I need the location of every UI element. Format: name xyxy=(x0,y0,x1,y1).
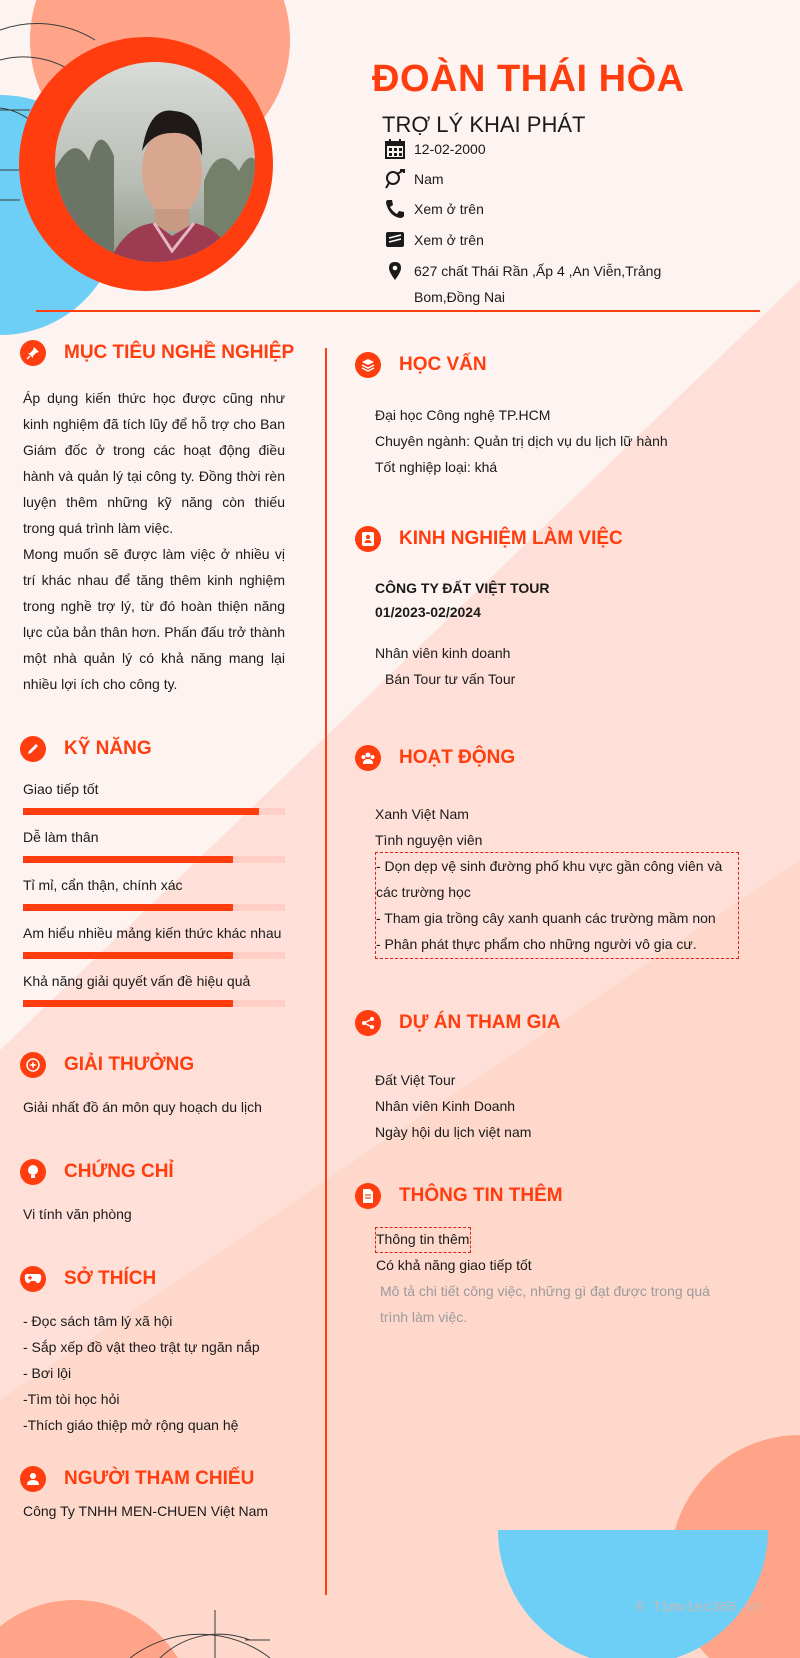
column-divider xyxy=(325,348,327,1595)
more-info-heading xyxy=(355,1183,563,1209)
skill-bar xyxy=(23,808,285,815)
awards-title: GIẢI THƯỞNG xyxy=(64,1054,195,1075)
education-school: Đại học Công nghệ TP.HCM xyxy=(375,407,551,423)
skill-bar xyxy=(23,1000,285,1007)
hobby-item: - Sắp xếp đồ vật theo trật tự ngăn nắp xyxy=(23,1339,260,1355)
birthday-text: 12-02-2000 xyxy=(414,141,486,157)
activities-title: HOẠT ĐỘNG xyxy=(399,747,516,768)
projects-title: DỰ ÁN THAM GIA xyxy=(399,1012,561,1033)
candidate-name: ĐOÀN THÁI HÒA xyxy=(372,58,685,100)
activities-header xyxy=(375,801,482,853)
share-icon xyxy=(355,1010,381,1036)
awards-text: Giải nhất đồ án môn quy hoạch du lịch xyxy=(23,1099,262,1115)
phone-icon xyxy=(382,199,408,219)
references-title: NGƯỜI THAM CHIẾU xyxy=(64,1468,255,1489)
avatar xyxy=(54,61,256,263)
experience-title: KINH NGHIỆM LÀM VIỆC xyxy=(399,528,623,549)
activity-item: - Phân phát thực phẩm cho những người vô gia cư. xyxy=(376,936,697,952)
more-info-details xyxy=(376,1226,738,1330)
education-heading xyxy=(355,352,487,378)
document-icon xyxy=(355,1183,381,1209)
address-row xyxy=(382,261,674,310)
objective-paragraph: Mong muốn sẽ được làm việc ở nhiều vị trí khác nhau để tăng thêm kinh nghiệm trong nghề trợ lý, từ đó hoàn thiện năng lực của bản thân hơn. Phấn đấu trở thành một nhà quản lý có khả năng mang lại nhiều lợi ích cho công ty. xyxy=(23,546,285,692)
activities-heading xyxy=(355,745,515,771)
lightbulb-icon xyxy=(20,1159,46,1185)
gender-text: Nam xyxy=(414,171,444,187)
experience-company: CÔNG TY ĐẤT VIỆT TOUR xyxy=(375,580,550,596)
activity-item: - Tham gia trồng cây xanh quanh các trường mầm non xyxy=(376,910,716,926)
project-event: Ngày hội du lịch việt nam xyxy=(375,1124,532,1140)
gender-row xyxy=(382,169,674,192)
group-icon xyxy=(355,745,381,771)
phone-row xyxy=(382,199,674,222)
hobbies-list xyxy=(23,1308,260,1438)
activity-list[interactable] xyxy=(376,853,738,957)
skills-title: KỸ NĂNG xyxy=(64,738,152,759)
more-info-title: THÔNG TIN THÊM xyxy=(399,1185,563,1206)
experience-heading xyxy=(355,526,623,552)
email-icon xyxy=(382,230,408,250)
skill-bar-fill xyxy=(23,808,259,815)
gender-icon xyxy=(382,169,408,189)
pencil-icon xyxy=(20,736,46,762)
education-major: Chuyên ngành: Quản trị dịch vụ du lịch lữ hành xyxy=(375,433,668,449)
hobby-item: -Thích giáo thiệp mở rộng quan hệ xyxy=(23,1417,239,1433)
projects-heading xyxy=(355,1010,560,1036)
skill-name: Giao tiếp tốt xyxy=(23,781,99,797)
certificates-title: CHỨNG CHỈ xyxy=(64,1161,174,1182)
gamepad-icon xyxy=(20,1266,46,1292)
more-info-placeholder[interactable]: Mô tả chi tiết công việc, những gì đạt được trong quá trình làm việc. xyxy=(380,1283,710,1325)
certificates-text: Vi tính văn phòng xyxy=(23,1206,132,1222)
watermark: © Timviec365.vn xyxy=(636,1600,763,1616)
references-heading xyxy=(20,1466,254,1492)
awards-heading xyxy=(20,1052,194,1078)
more-info-text: Có khả năng giao tiếp tốt xyxy=(376,1257,532,1273)
hobby-item: -Tìm tòi học hỏi xyxy=(23,1391,120,1407)
email-text: Xem ở trên xyxy=(414,232,484,248)
experience-details xyxy=(375,640,515,692)
phone-text: Xem ở trên xyxy=(414,201,484,217)
project-role: Nhân viên Kinh Doanh xyxy=(375,1098,516,1114)
skill-bar-fill xyxy=(23,1000,233,1007)
skill-name: Khả năng giải quyết vấn đề hiệu quả xyxy=(23,973,251,989)
project-name: Đất Việt Tour xyxy=(375,1072,456,1088)
objective-title: MỤC TIÊU NGHỀ NGHIỆP xyxy=(64,342,295,363)
id-badge-icon xyxy=(355,526,381,552)
hobbies-title: SỞ THÍCH xyxy=(64,1268,157,1289)
job-title: TRỢ LÝ KHAI PHÁT xyxy=(382,112,586,137)
experience-period: 01/2023-02/2024 xyxy=(375,604,481,620)
education-grade: Tốt nghiệp loại: khá xyxy=(375,459,498,475)
skill-bar-fill xyxy=(23,904,233,911)
experience-header xyxy=(375,576,550,624)
address-text: 627 chất Thái Rần ,Ấp 4 ,An Viễn,Trảng Bom,Đồng Nai xyxy=(414,263,662,305)
skill-name: Am hiểu nhiều mảng kiến thức khác nhau xyxy=(23,925,282,941)
skills-heading xyxy=(20,736,152,762)
experience-description: Bán Tour tư vấn Tour xyxy=(385,671,516,687)
header-divider xyxy=(36,310,760,312)
skill-name: Tỉ mỉ, cẩn thận, chính xác xyxy=(23,877,183,893)
activity-item: - Dọn dẹp vệ sinh đường phố khu vực gần công viên và các trường học xyxy=(376,858,723,900)
certificates-heading xyxy=(20,1159,174,1185)
objective-text xyxy=(23,385,285,697)
projects-details xyxy=(375,1067,531,1145)
skill-bar xyxy=(23,904,285,911)
person-icon xyxy=(20,1466,46,1492)
skill-bar-fill xyxy=(23,952,233,959)
hobby-item: - Bơi lội xyxy=(23,1365,72,1381)
activity-org: Xanh Việt Nam xyxy=(375,806,469,822)
objective-paragraph: Áp dụng kiến thức học được cũng như kinh nghiệm đã tích lũy để hỗ trợ cho Ban Giám đốc ở trong các hoạt động điều hành và quản lý tại công ty. Đồng thời rèn luyện thêm những kỹ năng còn thiếu trong quá trình làm việc. xyxy=(23,390,285,536)
email-row xyxy=(382,230,674,253)
experience-position: Nhân viên kinh doanh xyxy=(375,645,511,661)
activity-role: Tình nguyện viên xyxy=(375,832,483,848)
hobby-item: - Đọc sách tâm lý xã hội xyxy=(23,1313,173,1329)
education-title: HỌC VẤN xyxy=(399,354,487,375)
hobbies-heading xyxy=(20,1266,156,1292)
more-info-label[interactable]: Thông tin thêm xyxy=(376,1231,470,1247)
layers-icon xyxy=(355,352,381,378)
references-text: Công Ty TNHH MEN-CHUEN Việt Nam xyxy=(23,1503,269,1519)
skill-name: Dễ làm thân xyxy=(23,829,99,845)
skill-bar xyxy=(23,856,285,863)
skill-bar-fill xyxy=(23,856,233,863)
award-icon xyxy=(20,1052,46,1078)
calendar-icon xyxy=(382,139,408,159)
objective-heading xyxy=(20,340,294,366)
pin-icon xyxy=(20,340,46,366)
skill-bar xyxy=(23,952,285,959)
location-icon xyxy=(382,261,408,281)
birthday-row xyxy=(382,139,674,162)
education-details xyxy=(375,402,668,480)
